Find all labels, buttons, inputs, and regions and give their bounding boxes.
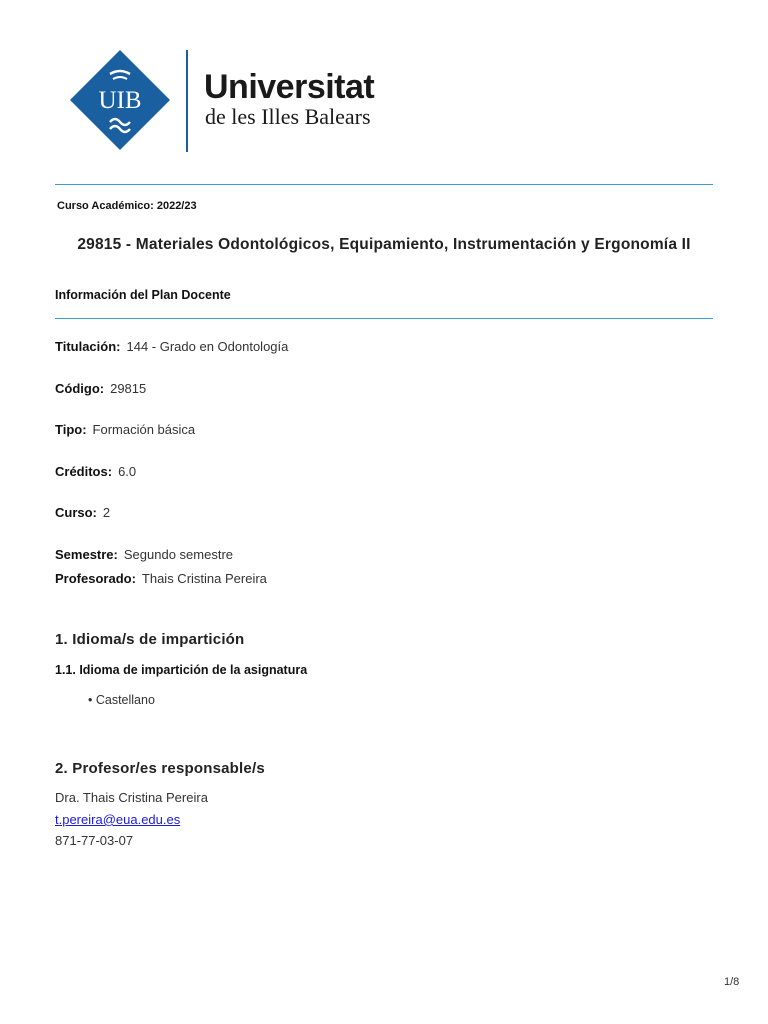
- header-rule: [55, 184, 713, 185]
- field-label: Curso:: [55, 505, 97, 520]
- field-value: 29815: [110, 381, 147, 396]
- field-creditos: [55, 464, 136, 479]
- subsection-heading-idioma: 1.1. Idioma de impartición de la asignatura: [55, 663, 308, 677]
- field-semestre: [55, 547, 233, 562]
- section-rule: [55, 318, 713, 319]
- academic-year: Curso Académico: 2022/23: [57, 200, 197, 212]
- field-label: Semestre:: [55, 547, 118, 562]
- field-label: Tipo:: [55, 422, 87, 437]
- field-value: Segundo semestre: [123, 547, 233, 562]
- field-curso: [55, 505, 110, 520]
- page-number: 1/8: [724, 976, 740, 988]
- field-value: 2: [102, 505, 111, 520]
- field-label: Profesorado:: [55, 571, 136, 586]
- field-value: Thais Cristina Pereira: [141, 571, 267, 586]
- logo-divider: [186, 50, 188, 152]
- plan-section-label: Información del Plan Docente: [55, 288, 231, 302]
- field-label: Titulación:: [55, 339, 121, 354]
- field-value: 144 - Grado en Odontología: [126, 339, 289, 354]
- course-title: 29815 - Materiales Odontológicos, Equipamiento, Instrumentación y Ergonomía II: [77, 236, 691, 253]
- professor-email-link[interactable]: t.pereira@eua.edu.es: [55, 812, 181, 827]
- logo-emblem-text: UIB: [98, 87, 142, 114]
- uib-emblem-icon: [70, 50, 170, 150]
- field-label: Código:: [55, 381, 105, 396]
- professor-phone: 871-77-03-07: [55, 833, 134, 848]
- logo-word-balears: de les Illes Balears: [205, 104, 371, 129]
- field-profesorado: [55, 571, 267, 586]
- section-heading-profesor: 2. Profesor/es responsable/s: [55, 760, 265, 777]
- field-value: 6.0: [118, 464, 137, 479]
- professor-name: Dra. Thais Cristina Pereira: [55, 790, 208, 805]
- logo-word-universitat: Universitat: [204, 68, 375, 106]
- field-tipo: [55, 422, 195, 437]
- field-label: Créditos:: [55, 464, 113, 479]
- field-codigo: [55, 381, 146, 396]
- field-titulacion: [55, 339, 288, 354]
- list-item: • Castellano: [88, 693, 155, 707]
- section-heading-idioma: 1. Idioma/s de impartición: [55, 631, 245, 648]
- field-value: Formación básica: [92, 422, 196, 437]
